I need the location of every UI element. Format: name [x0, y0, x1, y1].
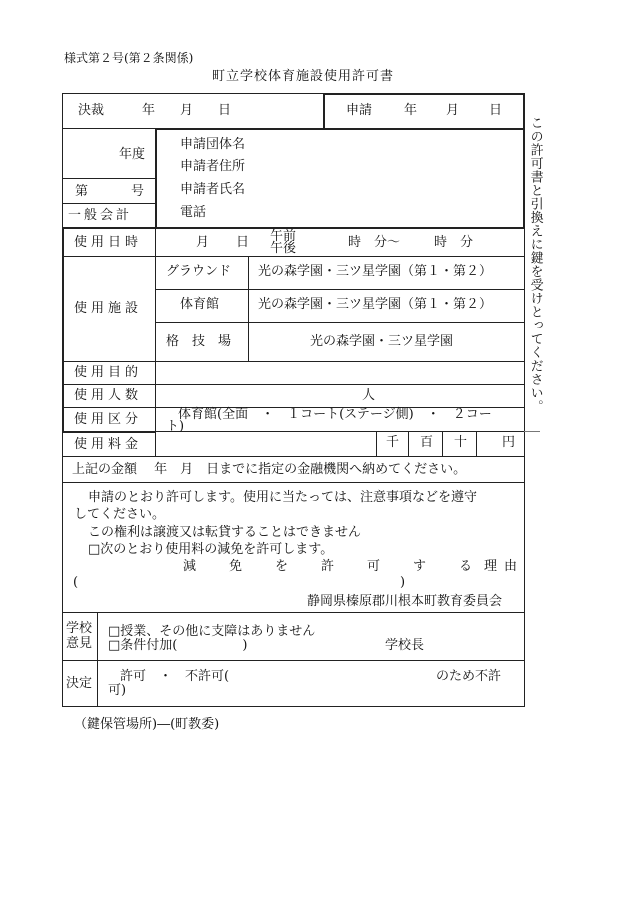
facility-name-martial: 格 技 場	[166, 334, 232, 349]
applicant-address-label: 申請者住所	[180, 159, 246, 174]
usage-pm: 午後	[270, 241, 297, 256]
usage-to: 時 分	[434, 235, 474, 250]
side-note: この許可書と引換えに鍵を受けとってください。	[527, 116, 543, 413]
reason-paren-open: (	[73, 575, 79, 590]
form-title: 町立学校体育施設使用許可書	[212, 69, 395, 84]
fee-label: 使用料金	[74, 437, 143, 452]
decision-wrap: 可)	[108, 683, 127, 698]
reason-char-5: 可	[367, 559, 381, 574]
reason-char-3: を	[275, 559, 289, 574]
reason-paren-close: )	[400, 575, 406, 590]
reason-char-8: 理	[484, 559, 498, 574]
decision-permit: 許可 ・ 不許可(	[120, 669, 230, 684]
headcount-label: 使用人数	[74, 388, 143, 403]
permission-line-4: □次のとおり使用料の減免を許可します。	[88, 542, 334, 557]
decision-year: 年	[142, 103, 156, 118]
usage-day: 日	[236, 235, 250, 250]
applicant-name-label: 申請者氏名	[180, 182, 246, 197]
apply-label: 申請	[346, 103, 373, 118]
account-label: 一般会計	[68, 208, 133, 223]
category-text-2: ト)	[166, 419, 185, 434]
reason-char-7: る	[459, 559, 473, 574]
reason-char-4: 許	[321, 559, 335, 574]
facility-schools-martial: 光の森学園・三ツ星学園	[310, 334, 454, 349]
fiscal-year-label: 年度	[119, 147, 146, 162]
school-opinion-option-2: □条件付加( )	[108, 638, 248, 653]
fee-hyaku: 百	[420, 435, 434, 450]
form-number: 様式第２号(第２条関係)	[64, 51, 194, 65]
usage-from: 時 分～	[348, 235, 401, 250]
category-text-1: 体育館(全面 ・ １コート(ステージ側) ・ ２コー	[178, 407, 492, 422]
decision-month: 月	[180, 103, 194, 118]
permission-line-2: してください。	[74, 507, 166, 522]
facility-name-ground: グラウンド	[166, 264, 232, 279]
permission-line-1: 申請のとおり許可します。使用に当たっては、注意事項などを遵守	[88, 490, 477, 505]
fee-en: 円	[502, 435, 516, 450]
usage-am: 午前	[270, 229, 297, 244]
principal-label: 学校長	[385, 638, 425, 653]
decision-row-label: 決定	[66, 676, 93, 691]
facility-schools-gym: 光の森学園・三ツ星学園（第１・第２）	[258, 297, 493, 312]
payment-note: 上記の金額 年 月 日までに指定の金融機関へ納めてください。	[72, 462, 467, 477]
usage-month: 月	[196, 235, 210, 250]
decision-day: 日	[218, 103, 232, 118]
fee-juu: 十	[454, 435, 468, 450]
applicant-phone-label: 電話	[180, 205, 207, 220]
school-opinion-label-1: 学校	[66, 621, 93, 636]
apply-year: 年	[404, 103, 418, 118]
reason-char-6: す	[413, 559, 427, 574]
school-opinion-option-1: □授業、その他に支障はありません	[108, 624, 316, 639]
headcount-unit: 人	[362, 388, 376, 403]
decision-label: 決裁	[78, 103, 105, 118]
issuer-name: 静岡県榛原郡川根本町教育委員会	[307, 594, 503, 609]
apply-month: 月	[446, 103, 460, 118]
fee-sen: 千	[386, 435, 400, 450]
apply-day: 日	[489, 103, 503, 118]
reason-char-9: 由	[504, 559, 518, 574]
purpose-label: 使用目的	[74, 365, 143, 380]
permission-line-3: この権利は譲渡又は転貸することはできません	[88, 525, 362, 540]
facility-name-gym: 体育館	[180, 297, 220, 312]
reason-char-2: 免	[229, 559, 243, 574]
applicant-org-label: 申請団体名	[180, 137, 246, 152]
facilities-label: 使用施設	[74, 301, 143, 316]
number-go: 号	[131, 184, 145, 199]
number-dai: 第	[75, 184, 89, 199]
category-label: 使用区分	[74, 412, 143, 427]
reason-char-1: 減	[183, 559, 197, 574]
facility-schools-ground: 光の森学園・三ツ星学園（第１・第２）	[258, 264, 493, 279]
key-storage-note: （鍵保管場所)―(町教委)	[74, 717, 220, 732]
usage-time-label: 使用日時	[74, 235, 143, 250]
school-opinion-label-2: 意見	[66, 636, 93, 651]
decision-reason-tail: のため不許	[436, 669, 502, 684]
